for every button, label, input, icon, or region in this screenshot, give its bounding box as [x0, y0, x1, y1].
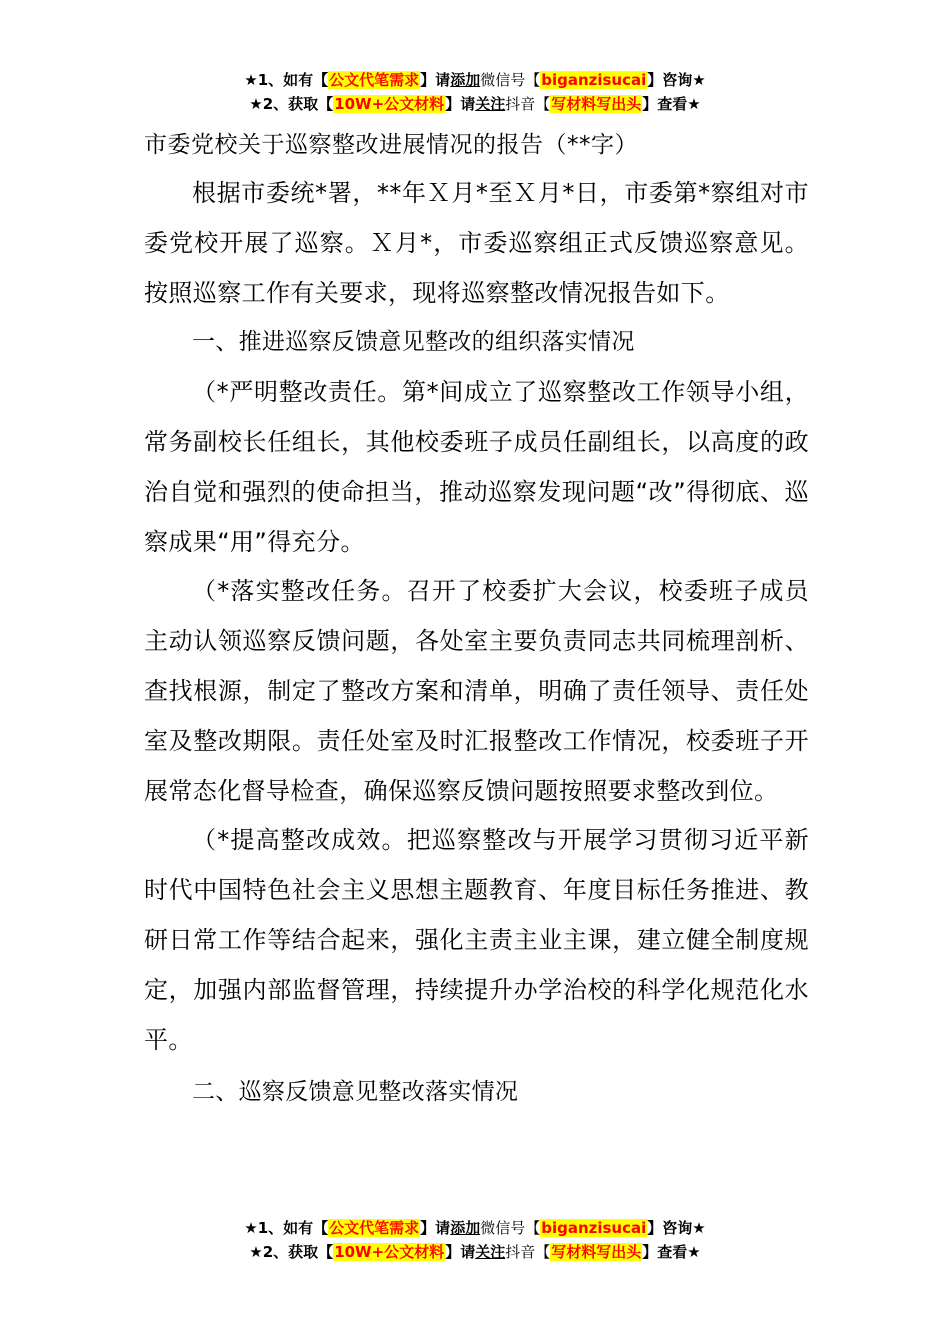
paragraph-effectiveness: （*提高整改成效。把巡察整改与开展学习贯彻习近平新时代中国特色社会主义思想主题教育、年度目标任务推进、教研日常工作等结合起来，强化主责主业主课，建立健全制度规定，加强内部监督管理，持续提升办学治校的科学化规范化水平。 — [144, 826, 809, 1054]
highlight-materials: 10W+公文材料 — [334, 1243, 445, 1261]
banner-line-1 — [0, 68, 950, 92]
highlight-service: 公文代笔需求 — [329, 1219, 420, 1237]
banner-text: ★1、如有【 — [244, 71, 329, 89]
section-heading-1: 一、推进巡察反馈意见整改的组织落实情况 — [192, 329, 635, 356]
highlight-service: 公文代笔需求 — [329, 71, 420, 89]
section-heading-2: 二、巡察反馈意见整改落实情况 — [192, 1079, 519, 1106]
banner-text: 】请 — [445, 1243, 476, 1261]
highlight-wechat-id: biganzisucai — [541, 71, 647, 89]
banner-text: 微信号【 — [480, 71, 541, 89]
header-banner — [0, 68, 950, 116]
intro-paragraph: 根据市委统*署，**年Ｘ月*至Ｘ月*日，市委第*察组对市委党校开展了巡察。Ｘ月*，市委巡察组正式反馈巡察意见。按照巡察工作有关要求，现将巡察整改情况报告如下。 — [144, 179, 809, 307]
banner-line-2 — [0, 92, 950, 116]
document-body — [144, 124, 809, 1118]
banner-text: 】请 — [420, 1219, 451, 1237]
highlight-douyin: 写材料写出头 — [551, 1243, 642, 1261]
banner-text: 】请 — [420, 71, 451, 89]
banner-text: 】咨询★ — [647, 1219, 706, 1237]
banner-text: 】请 — [445, 95, 476, 113]
banner-line-2 — [0, 1240, 950, 1264]
banner-text: 】查看★ — [642, 95, 701, 113]
banner-line-1 — [0, 1216, 950, 1240]
highlight-materials: 10W+公文材料 — [334, 95, 445, 113]
banner-text: ★2、获取【 — [249, 95, 334, 113]
underlined-text: 关注 — [475, 95, 506, 113]
underlined-text: 添加 — [450, 71, 481, 89]
footer-banner — [0, 1216, 950, 1264]
highlight-wechat-id: biganzisucai — [541, 1219, 647, 1237]
banner-text: 】查看★ — [642, 1243, 701, 1261]
banner-text: 抖音【 — [505, 95, 551, 113]
paragraph-tasks: （*落实整改任务。召开了校委扩大会议，校委班子成员主动认领巡察反馈问题，各处室主要负责同志共同梳理剖析、查找根源，制定了整改方案和清单，明确了责任领导、责任处室及整改期限。责任处室及时汇报整改工作情况，校委班子开展常态化督导检查，确保巡察反馈问题按照要求整改到位。 — [144, 577, 809, 805]
underlined-text: 关注 — [475, 1243, 506, 1261]
banner-text: ★2、获取【 — [249, 1243, 334, 1261]
banner-text: 微信号【 — [480, 1219, 541, 1237]
highlight-douyin: 写材料写出头 — [551, 95, 642, 113]
banner-text: 抖音【 — [505, 1243, 551, 1261]
paragraph-responsibility: （*严明整改责任。第*间成立了巡察整改工作领导小组，常务副校长任组长，其他校委班子成员任副组长，以高度的政治自觉和强烈的使命担当，推动巡察发现问题“改”得彻底、巡察成果“用”得充分。 — [144, 378, 809, 556]
banner-text: ★1、如有【 — [244, 1219, 329, 1237]
banner-text: 】咨询★ — [647, 71, 706, 89]
document-title: 市委党校关于巡察整改进展情况的报告（**字） — [144, 132, 638, 158]
underlined-text: 添加 — [450, 1219, 481, 1237]
